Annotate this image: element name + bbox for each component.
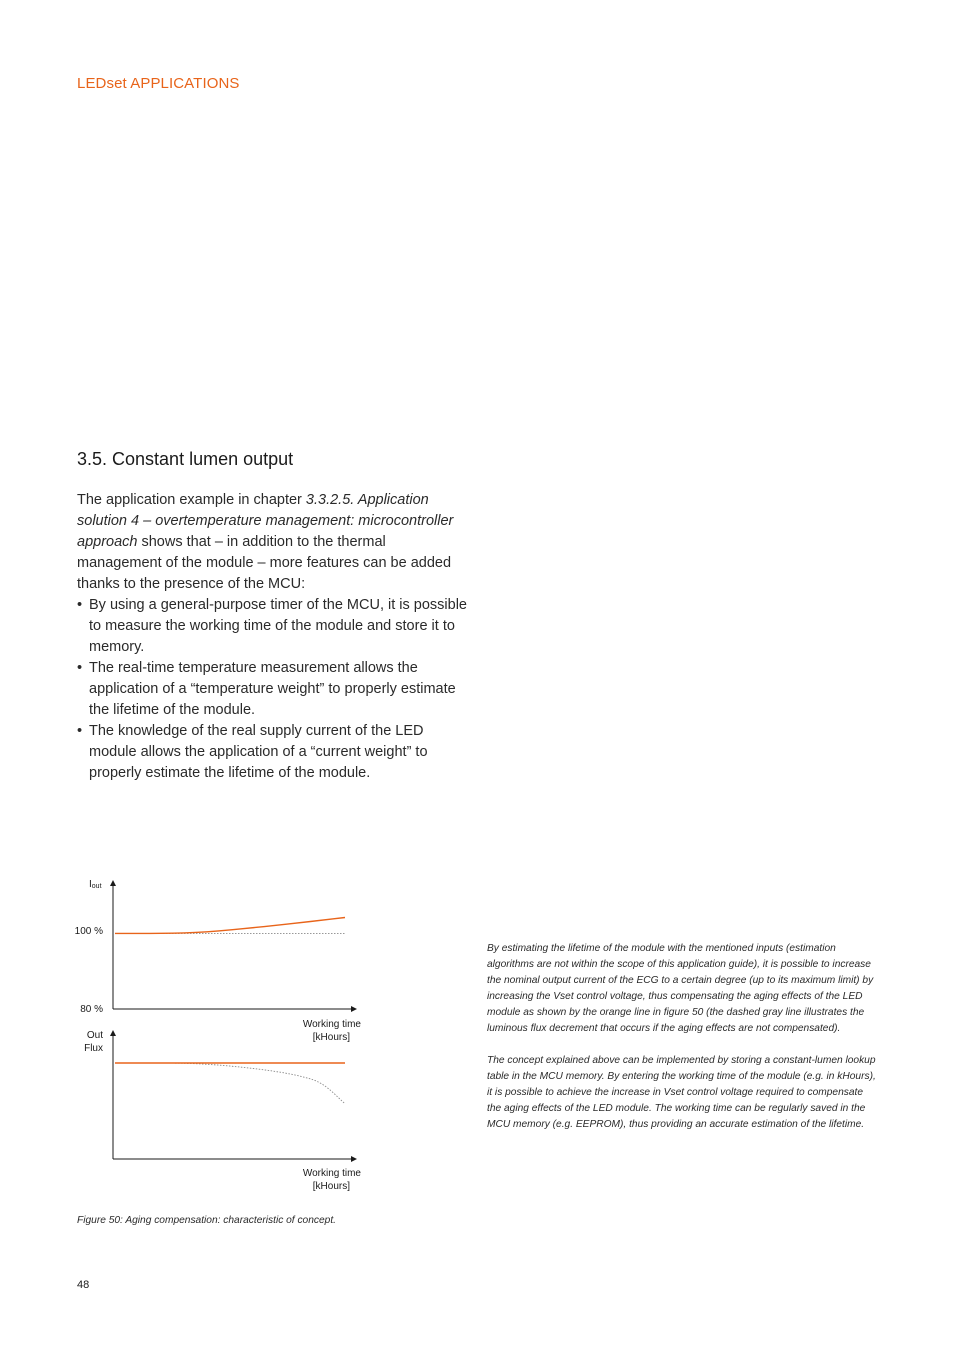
compensated-current-line [115,918,345,934]
y-tick-label: 80 % [80,1004,103,1015]
x-axis-label-line2: [kHours] [312,1032,350,1043]
section-title: 3.5. Constant lumen output [77,449,294,469]
bullet-dot-icon: • [77,660,83,676]
x-axis-label-line2: [kHours] [312,1181,350,1192]
uncompensated-flux-line [115,1063,345,1104]
side-note-estimation: By estimating the lifetime of the module with the mentioned inputs (estimation algorithms are not within the scope of this application guide), it is possible to increase the nominal output current of the ECG to a certain degree (up to its maximum limit) by increasing the Vset control voltage, thus compensating the aging effects of the LED module as shown by the orange line in figure 50 (the dashed gray line illustrates the luminous flux decrement that occurs if the aging effects are not compensated). [487,943,874,1034]
bullet-dot-icon: • [77,597,83,613]
chapter-reference: 3.3.2.5. Application solution 4 – overtemperature management: microcontroller approach [77,492,454,550]
intro-text-start: The application example in chapter [77,492,306,508]
flux-chart [84,1030,361,1192]
y-axis-label: Iout [89,879,102,890]
y-tick-label: 100 % [74,926,103,937]
x-axis-label-line1: Working time [302,1019,361,1030]
bullet-text: By using a general-purpose timer of the MCU, it is possible to measure the working time of the module and store it to memory. [89,597,467,655]
running-header: LEDset APPLICATIONS [77,75,240,92]
page-number: 48 [77,1279,90,1291]
bullet-dot-icon: • [77,723,83,739]
bullet-text: The knowledge of the real supply current of the LED module allows the application of a “current weight” to properly estimate the lifetime of the module. [89,723,428,781]
y-axis-label-line2: Flux [84,1043,103,1054]
side-note-lookup-table: The concept explained above can be implemented by storing a constant-lumen lookup table in the MCU memory. By entering the working time of the module (e.g. in kHours), it is possible to achieve the increase in Vset control voltage required to compensate the aging effects of the LED module. The working time can be regularly saved in the MCU memory (e.g. EEPROM), thus providing an accurate estimation of the lifetime. [487,1055,876,1130]
x-axis-label-line1: Working time [302,1168,361,1179]
bullet-text: The real-time temperature measurement allows the application of a “temperature weight” to properly estimate the lifetime of the module. [89,660,456,718]
figure-caption: Figure 50: Aging compensation: characteristic of concept. [77,1215,336,1226]
y-axis-label-line1: Out [86,1030,103,1041]
current-chart [75,879,362,1043]
intro-text-end: shows that – in addition to the thermal management of the module – more features can be added thanks to the presence of the MCU: [77,534,452,592]
